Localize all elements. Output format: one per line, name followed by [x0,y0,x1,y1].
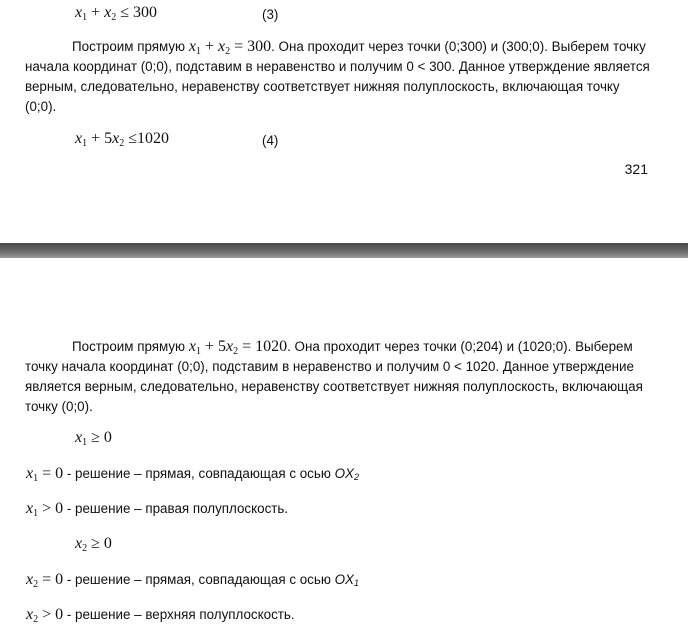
axis-sub: 1 [353,578,359,588]
inline-equation [26,500,63,517]
equation-label-3: (3) [262,7,279,22]
page-separator [0,243,688,258]
var-x2: x [104,4,112,21]
operator: + 5 [87,130,113,147]
var-x2: x [112,130,120,147]
description: - решение – прямая, совпадающая с осью [63,572,335,587]
description: - решение – верхняя полуплоскость. [63,607,295,622]
constraint-x1-nonneg [75,429,112,447]
inline-equation [26,606,63,623]
sub: 1 [195,346,201,357]
sub: 1 [82,138,88,149]
axis-name: OX [334,466,354,481]
paragraph-1 [25,37,650,117]
constraint-x2-nonneg [75,535,112,553]
relation: ≤ [124,130,138,147]
description: - решение – прямая, совпадающая с осью [63,466,335,481]
page-number: 321 [624,161,648,177]
var: x [26,571,34,588]
var: x [26,606,34,623]
var: x [225,338,234,355]
x1-greater-zero-line [26,499,288,519]
inequality-4 [75,130,169,148]
var-x1: x [75,4,83,21]
sub: 2 [233,346,239,357]
var: x [188,38,196,55]
inline-equation [189,338,287,355]
op: = [230,38,248,55]
inline-equation [26,465,63,482]
para-rest: . Она проходит через точки (0;204) и (1020;0). Выберем точку начала координат (0;0), подставим в неравенство и получим 0 < 1020. Данное утверждение является верным, следовательно, неравенству соответствует нижняя полуплоскость, включающая точку (0;0). [25,339,643,414]
inequality-3 [75,4,157,22]
x2-greater-zero-line [26,605,295,625]
sub: 2 [33,579,39,590]
op: = [238,338,256,355]
sub: 1 [195,46,201,57]
var: x [26,465,34,482]
relation: ≥ 0 [87,535,112,552]
var: x [75,429,83,446]
sub: 2 [225,46,231,57]
axis-name: OX [334,572,354,587]
relation: ≤ [116,4,134,21]
x1-equals-zero-line [26,464,359,484]
paragraph-2 [25,337,650,417]
sub: 2 [111,12,117,23]
var: x [26,500,34,517]
relation: > 0 [38,500,64,517]
relation: ≥ 0 [87,429,112,446]
op: + [200,38,218,55]
axis-sub: 2 [353,472,359,482]
rhs: 300 [133,4,158,21]
equation-label-4: (4) [262,133,279,148]
sub: 1 [33,508,39,519]
inline-equation [189,38,271,55]
rhs: 1020 [137,130,170,147]
sub: 1 [82,12,88,23]
x2-equals-zero-line [26,570,359,590]
var: x [75,535,83,552]
rhs: 1020 [255,338,288,355]
op: + 5 [200,338,226,355]
var-x1: x [75,130,83,147]
relation: > 0 [38,606,64,623]
sub: 2 [33,614,39,625]
relation: = 0 [38,465,64,482]
rhs: 300 [247,38,272,55]
sub: 2 [119,138,125,149]
para-lead: Построим прямую [72,339,189,354]
description: - решение – правая полуплоскость. [63,501,289,516]
sub: 1 [82,437,88,448]
para-lead: Построим прямую [72,39,189,54]
para-rest: . Она проходит через точки (0;300) и (300;0). Выберем точку начала координат (0;0), подставим в неравенство и получим 0 < 300. Данное утверждение является верным, следовательно, неравенству соответствует нижняя полуплоскость, включающая точку (0;0). [25,39,650,114]
sub: 2 [82,543,88,554]
relation: = 0 [38,571,64,588]
var: x [217,38,226,55]
var: x [188,338,196,355]
inline-equation [26,571,63,588]
operator: + [87,4,105,21]
sub: 1 [33,473,39,484]
